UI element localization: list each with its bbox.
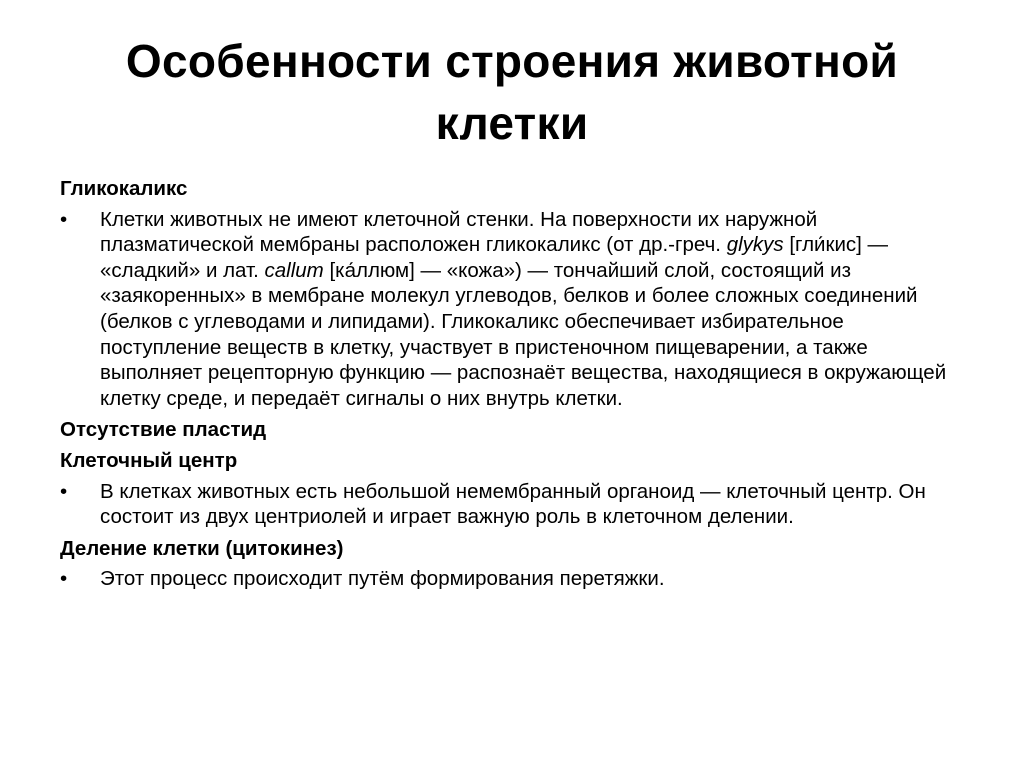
bullet-cytokinesis-text: Этот процесс происходит путём формирования перетяжки. [100, 567, 665, 591]
bullet-glycocalyx [60, 207, 960, 412]
bullet-icon [60, 566, 80, 592]
bullet-icon [60, 479, 80, 505]
section-heading-cell-center: Клеточный центр [60, 448, 238, 472]
slide-content [60, 176, 960, 598]
section-heading-cytokinesis: Деление клетки (цитокинез) [60, 536, 344, 560]
text-part: [ка́ллюм] — «кожа») — тончайший слой, состоящий из «заякоренных» в мембране молекул углеводов, белков и более сложных соединений (белков с углеводами и липидами). Гликокаликс обеспечивает избирательное поступление веществ в клетку, участвует в пристеночном пищеварении, а также выполняет рецепторную функцию — распознаёт вещества, находящиеся в окружающей клетку среде, и передаёт сигналы о них внутрь клетки. [100, 258, 947, 410]
text-part: Клетки животных не имеют клеточной стенки. На поверхности их наружной плазматической мембраны расположен гликокаликс (от др.-греч. [100, 207, 818, 257]
slide-title [60, 30, 964, 154]
bullet-cell-center-text: В клетках животных есть небольшой немембранный органоид — клеточный центр. Он состоит из двух центриолей и играет важную роль в клеточном делении. [100, 479, 926, 529]
text-part: [гли́кис] — «сладкий» и лат. [100, 233, 889, 282]
section-heading-glycocalyx: Гликокаликс [60, 177, 188, 200]
term-glykys: glykys [726, 233, 784, 257]
section-heading-no-plastids: Отсутствие пластид [60, 418, 267, 442]
bullet-cell-center [60, 479, 960, 530]
bullet-icon [60, 207, 80, 233]
slide-title-line-1: Особенности строения животной [125, 35, 899, 87]
slide-title-line-2: клетки [435, 97, 589, 149]
term-callum: callum [264, 258, 324, 282]
bullet-cytokinesis [60, 566, 960, 592]
bullet-glycocalyx-text [100, 208, 946, 410]
